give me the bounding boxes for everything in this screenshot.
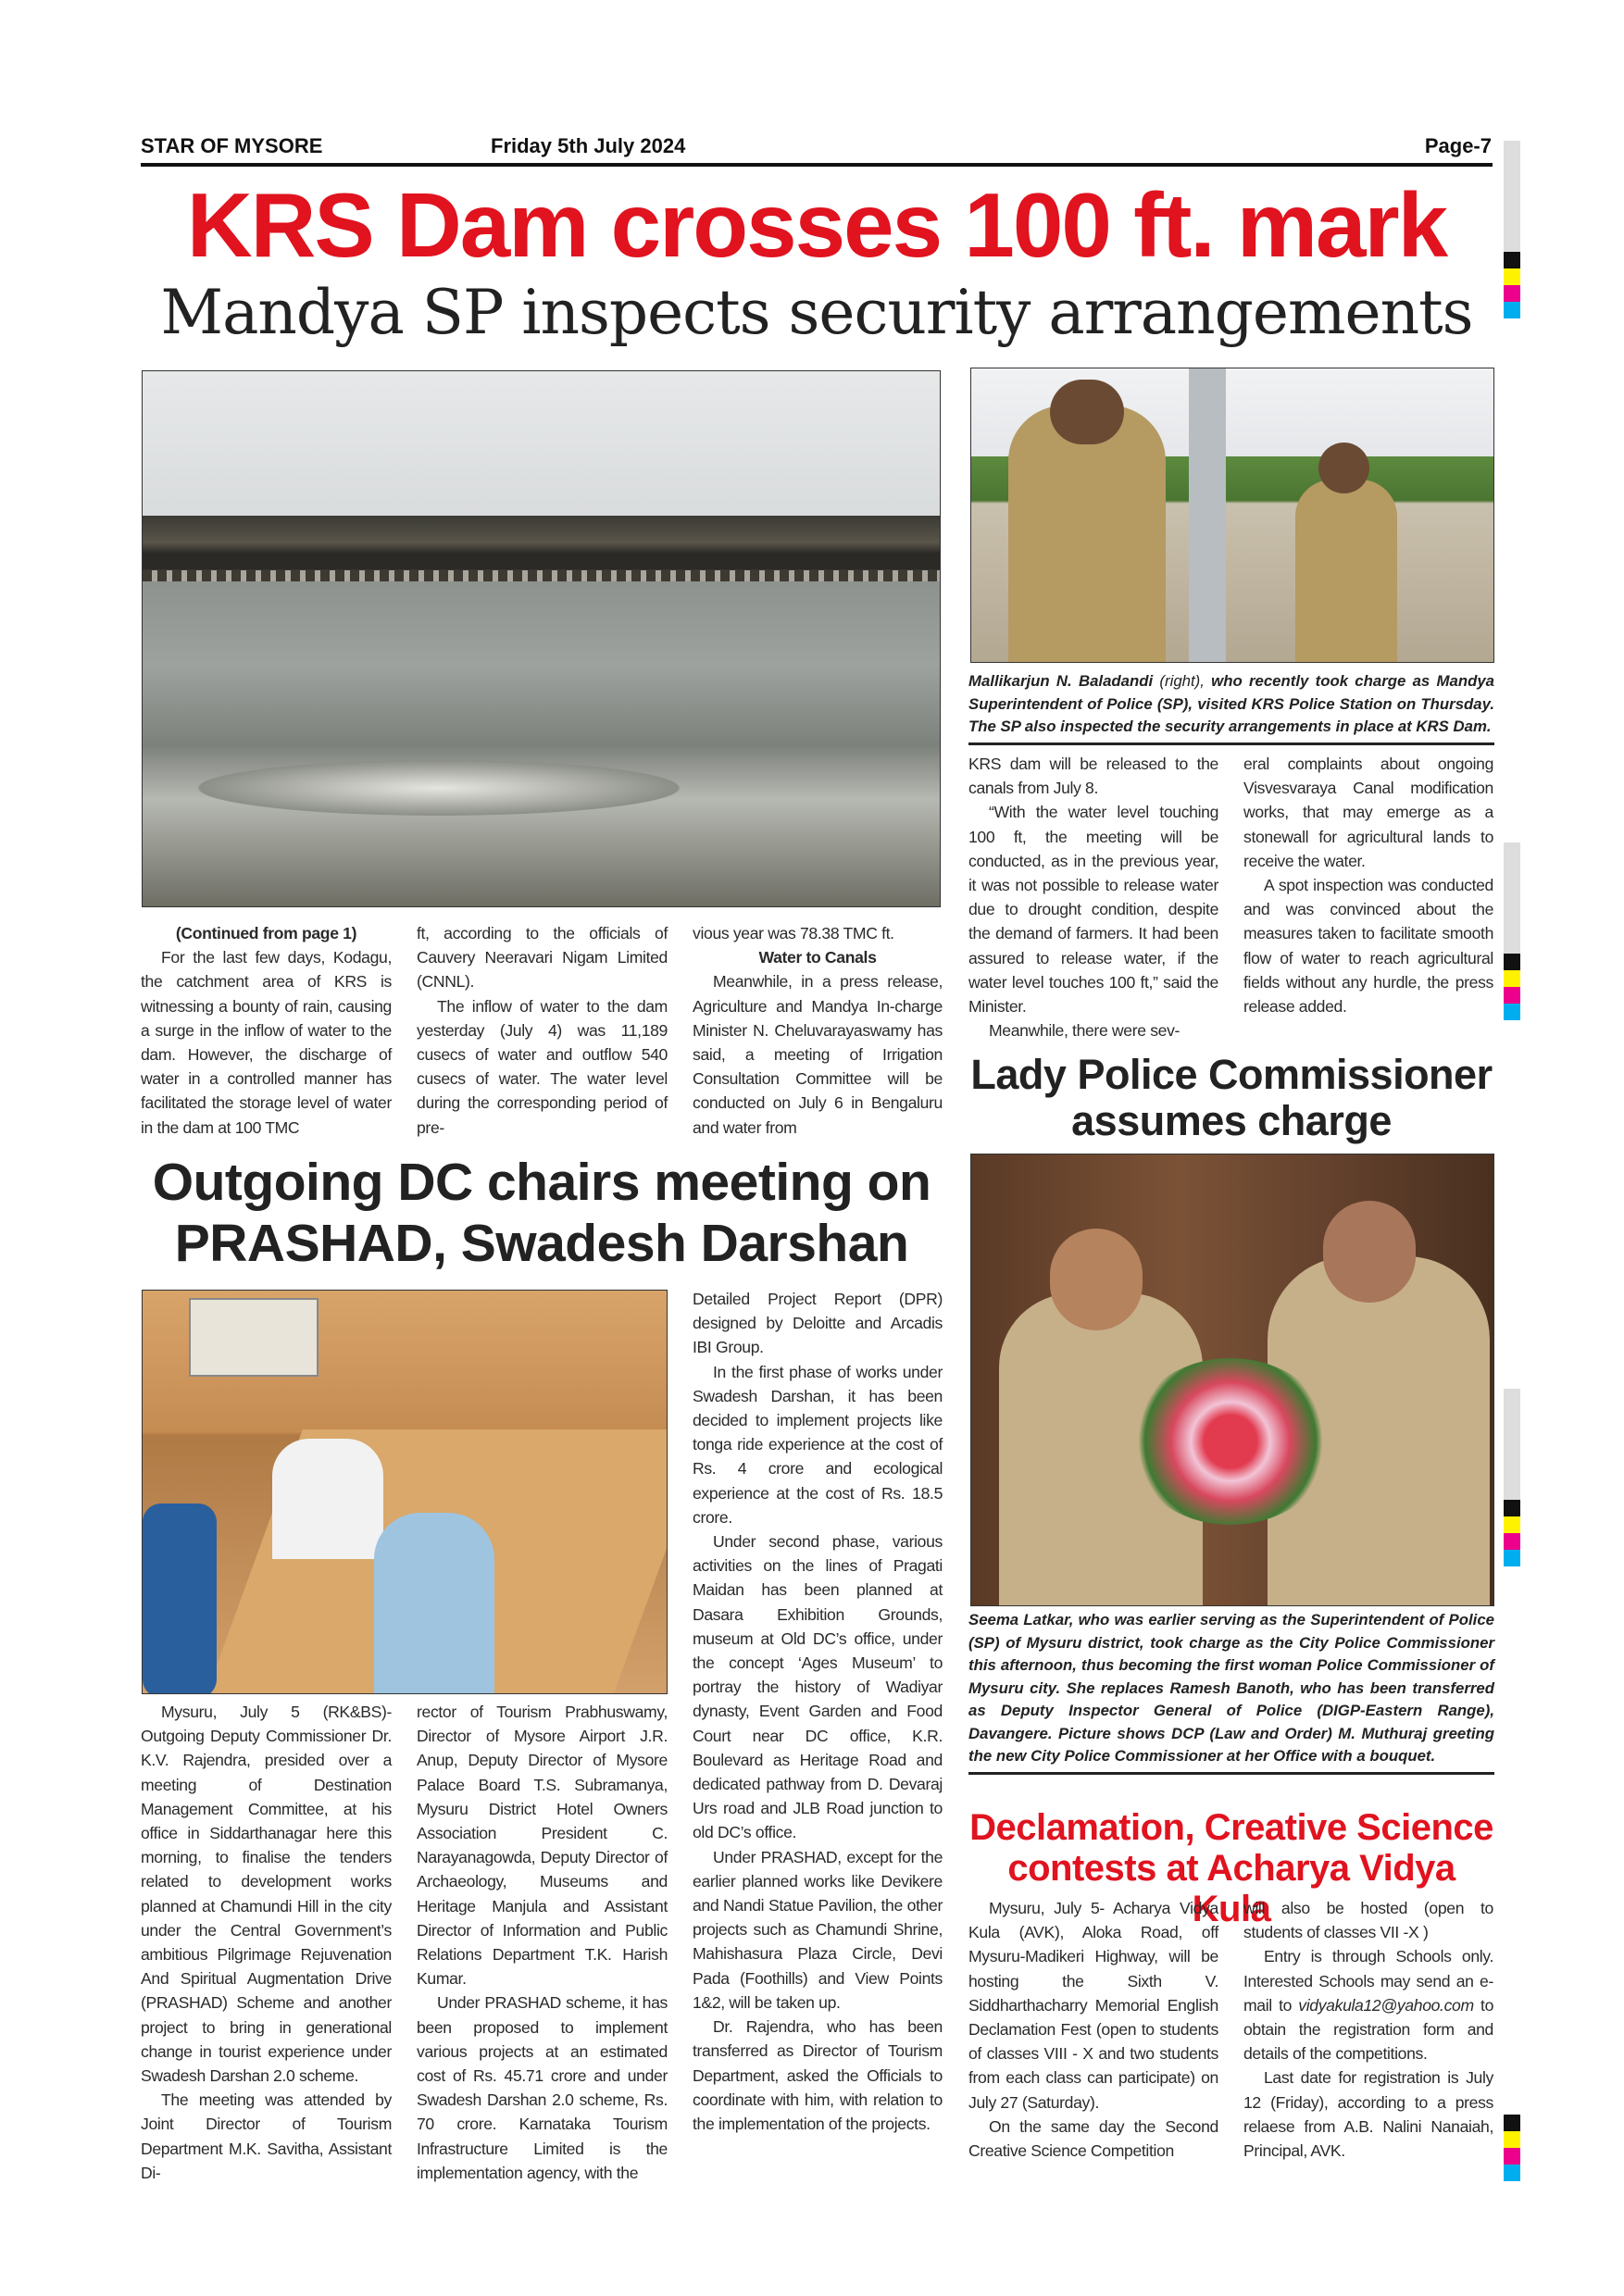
commissioner-photo bbox=[970, 1154, 1494, 1606]
section-subtitle: Water to Canals bbox=[758, 948, 877, 967]
paragraph: The meeting was attended by Joint Director of Tourism Department M.K. Savitha, Assistant Di- bbox=[141, 2090, 392, 2182]
paragraph: Meanwhile, in a press release, Agriculture and Mandya In-charge Minister N. Cheluvarayaswamy has said, a meeting of Irrigation Consultation Committee will be conducted on July 6 in Bengaluru and water from bbox=[693, 972, 943, 1137]
caption-right: (right), bbox=[1159, 672, 1205, 690]
paragraph: Under PRASHAD scheme, it has been proposed to implement various projects at an estimated cost of Rs. 45.71 crore and under Swadesh Darshan 2.0 scheme, Rs. 70 crore. Karnataka Tourism Infrastructure Limited is the implementation agency, with the bbox=[417, 1993, 668, 2182]
color-registration-mark bbox=[1504, 842, 1520, 1020]
email-link[interactable]: vidyakula12@yahoo.com bbox=[1298, 1995, 1474, 2015]
paragraph: For the last few days, Kodagu, the catchment area of KRS is witnessing a bounty of rain, causing a surge in the inflow of water to the dam. However, the discharge of water in a controlled manner has facilitated the storage level of water in the dam at 100 TMC bbox=[141, 948, 392, 1137]
paragraph: ft, according to the officials of Cauvery Neeravari Nigam Limited (CNNL). bbox=[417, 924, 668, 992]
lead-subhead: Mandya SP inspects security arrangements bbox=[160, 277, 1473, 348]
color-registration-mark bbox=[1504, 2115, 1520, 2181]
paragraph: will also be hosted (open to students of classes VII -X ) bbox=[1243, 1899, 1493, 1942]
lead-column-3 bbox=[693, 921, 943, 1140]
avk-column-2 bbox=[1243, 1896, 1493, 2163]
caption-name: Mallikarjun N. Baladandi bbox=[968, 672, 1154, 690]
lead-column-5 bbox=[1243, 752, 1493, 1018]
commissioner-caption: Seema Latkar, who was earlier serving as the Superintendent of Police (SP) of Mysuru district, took charge as the City Police Commissioner this afternoon, thus becoming the first woman Police Commissioner of Mysuru city. She replaces Ramesh Banoth, who has been transferred as Deputy Inspector General of Police (DIGP-Eastern Range), Davangere. Picture shows DCP (Law and Order) M. Muthuraj greeting the new City Police Commissioner at her Office with a bouquet. bbox=[968, 1609, 1494, 1775]
commissioner-headline bbox=[968, 1052, 1494, 1144]
text: Entry is through Schools only. Interested Schools may send an e-mail to bbox=[1243, 1947, 1493, 2015]
sp-photo-caption bbox=[968, 670, 1494, 745]
headline-line-2: assumes charge bbox=[1071, 1097, 1392, 1144]
dc-column-1 bbox=[141, 1700, 392, 2185]
issue-date: Friday 5th July 2024 bbox=[491, 134, 686, 157]
avk-column-1 bbox=[968, 1896, 1218, 2163]
lead-column-2 bbox=[417, 921, 668, 1140]
continued-label: (Continued from page 1) bbox=[175, 924, 357, 942]
sp-inspection-photo bbox=[970, 368, 1494, 663]
paragraph: On the same day the Second Creative Science Competition bbox=[968, 2116, 1218, 2161]
paragraph: Under PRASHAD, except for the earlier planned works like Devikere and Nandi Statue Pavilion, the other projects such as Chamundi Shrine, Mahishasura Plaza Circle, Devi Pada (Foothills) and View Points 1&2, will be taken up. bbox=[693, 1847, 943, 2012]
krs-dam-photo bbox=[142, 370, 941, 907]
headline-line-2: contests at Acharya Vidya Kula bbox=[1007, 1848, 1455, 1929]
paragraph: “With the water level touching 100 ft, the meeting will be conducted, as in the previous year, it was not possible to release water due to drought condition, despite the demand of farmers. It had been assured to release water, if the water level touches 100 ft,” said the Minister. bbox=[968, 803, 1218, 1017]
paragraph: Mysuru, July 5 (RK&BS)- Outgoing Deputy Commissioner Dr. K.V. Rajendra, presided over a meeting of Destination Management Committee, at his office in Siddarthanagar here this morning, to finalise the tenders related to development works planned at Chamundi Hill in the city under the Central Government’s ambitious Pilgrimage Rejuvenation And Spiritual Augmentation Drive (PRASHAD) Scheme and another project to bring in generational change in tourist experience under Swadesh Darshan 2.0 scheme. bbox=[141, 1703, 392, 2086]
dc-column-2 bbox=[417, 1700, 668, 2185]
page-number: Page-7 bbox=[1424, 134, 1492, 157]
paragraph: Mysuru, July 5- Acharya Vidya Kula (AVK), Aloka Road, off Mysuru-Madikeri Highway, will be hosting the Sixth V. Siddharthacharry Memorial English Declamation Fest (open to students of classes VIII - X and two students from each class can participate) on July 27 (Saturday). bbox=[968, 1899, 1218, 2112]
paragraph: KRS dam will be released to the canals from July 8. bbox=[968, 755, 1218, 798]
paragraph: Dr. Rajendra, who has been transferred as Director of Tourism Department, asked the Officials to coordinate with him, with relation to the implementation of the projects. bbox=[693, 2017, 943, 2133]
paragraph: The inflow of water to the dam yesterday (July 4) was 11,189 cusecs of water and outflow 540 cusecs of water. The water level during the corresponding period of pre- bbox=[417, 996, 668, 1137]
headline-line-1: Outgoing DC chairs meeting on bbox=[152, 1153, 931, 1212]
headline-line-1: Declamation, Creative Science bbox=[969, 1807, 1493, 1848]
paragraph: Meanwhile, there were sev- bbox=[989, 1021, 1181, 1041]
paragraph: Last date for registration is July 12 (Friday), according to a press relaese from A.B. Nalini Nanaiah, Principal, AVK. bbox=[1243, 2068, 1493, 2161]
headline-line-1: Lady Police Commissioner bbox=[970, 1051, 1493, 1098]
paragraph bbox=[1243, 1944, 1493, 2065]
paragraph: rector of Tourism Prabhuswamy, Director of Mysore Airport J.R. Anup, Deputy Director of Mysore Palace Board T.S. Subramanya, Mysuru District Hotel Owners Association President C. Narayanagowda, Deputy Director of Archaeology, Museums and Heritage Manjula and Assistant Director of Information and Public Relations Department T.K. Harish Kumar. bbox=[417, 1703, 668, 1989]
paragraph: eral complaints about ongoing Visvesvaraya Canal modification works, that may emerge as a stonewall for agricultural lands to receive the water. bbox=[1243, 755, 1493, 870]
lead-headline: KRS Dam crosses 100 ft. mark bbox=[186, 174, 1447, 276]
paragraph: Under second phase, various activities on the lines of Pragati Maidan has been planned at Dasara Exhibition Grounds, museum at Old DC’s office, under the concept ‘Ages Museum’ to portray the history of Wadiyar dynasty, Event Garden and Food Court near DC office, K.R. Boulevard as Heritage Road and dedicated pathway from D. Devaraj Urs road and JLB Road junction to old DC’s office. bbox=[693, 1532, 943, 1842]
color-registration-mark bbox=[1504, 141, 1520, 318]
paragraph: vious year was 78.38 TMC ft. bbox=[693, 924, 894, 942]
newspaper-name: STAR OF MYSORE bbox=[141, 134, 323, 157]
lead-column-4 bbox=[968, 752, 1218, 1042]
paragraph: In the first phase of works under Swadesh Darshan, it has been decided to implement projects like tonga ride experience at the cost of Rs. 4 crore and ecological experience at the cost of Rs. 18.5 crore. bbox=[693, 1362, 943, 1527]
color-registration-mark bbox=[1504, 1389, 1520, 1566]
dc-column-3 bbox=[693, 1287, 943, 2136]
dc-headline bbox=[141, 1152, 943, 1274]
paragraph: Detailed Project Report (DPR) designed by Deloitte and Arcadis IBI Group. bbox=[693, 1290, 943, 1357]
header-rule bbox=[141, 163, 1493, 167]
lead-column-1 bbox=[141, 921, 392, 1140]
dc-meeting-photo bbox=[142, 1290, 668, 1694]
paragraph: A spot inspection was conducted and was convinced about the measures taken to facilitate smooth flow of water to reach agricultural fields without any hurdle, the press release added. bbox=[1243, 876, 1493, 1017]
text: to obtain the registration form and details of the competitions. bbox=[1243, 1995, 1494, 2064]
caption-text: who recently took charge as Mandya Superintendent of Police (SP), visited KRS Police Station on Thursday. The SP also inspected the security arrangements in place at KRS Dam. bbox=[968, 672, 1494, 735]
headline-line-2: PRASHAD, Swadesh Darshan bbox=[174, 1214, 909, 1273]
